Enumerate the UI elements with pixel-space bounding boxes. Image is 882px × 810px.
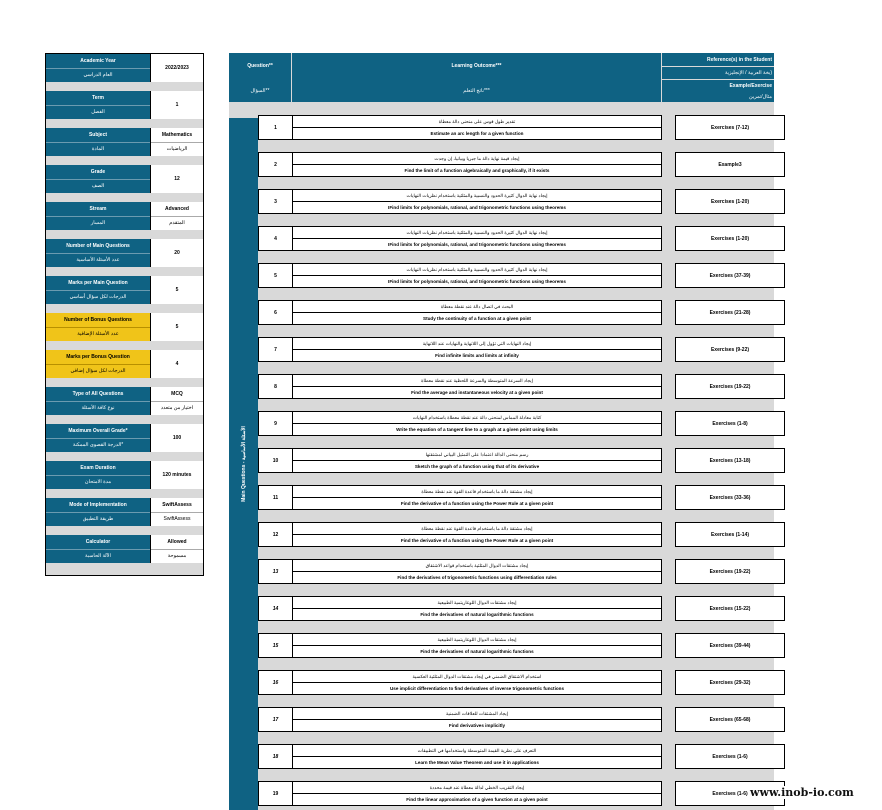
outcome-header-ar: ناتج التعلم*** bbox=[292, 79, 661, 102]
outcome-en: Find infinite limits and limits at infinity bbox=[293, 349, 661, 361]
question-row bbox=[258, 781, 785, 806]
reference-cell: Example3 bbox=[675, 152, 785, 177]
learning-outcome-cell bbox=[293, 596, 662, 621]
outcome-ar: إيجاد السرعة المتوسطة والسرعة اللحظية عند نقطة معطاة bbox=[421, 377, 533, 383]
outcome-en: Find the average and instantaneous velocity at a given point bbox=[293, 386, 661, 398]
outcome-ar: التعرف على نظرية القيمة المتوسطة واستخدامها في التطبيقات bbox=[417, 747, 537, 753]
outcome-en: Find the derivative of a function using the Power Rule at a given point bbox=[293, 497, 661, 509]
outcome-en: Sketch the graph of a function using that of its derivative bbox=[293, 460, 661, 472]
info-value: 2022/2023 bbox=[165, 65, 189, 71]
learning-outcome-cell bbox=[293, 411, 662, 436]
question-number: 16 bbox=[258, 670, 293, 695]
learning-outcome-cell bbox=[293, 707, 662, 732]
info-value-ar: المتقدم bbox=[151, 216, 203, 231]
reference-cell: Exercises (33-36) bbox=[675, 485, 785, 510]
info-label-ar: عدد الأسئلة الإضافية bbox=[46, 328, 150, 342]
question-row bbox=[258, 374, 785, 399]
reference-cell: Exercises (1-6) bbox=[675, 781, 785, 806]
question-number: 19 bbox=[258, 781, 293, 806]
info-value: 4 bbox=[175, 361, 179, 367]
outcome-en: Find the derivatives of trigonometric functions using differentiation rules bbox=[293, 571, 661, 583]
outcome-header: Learning Outcome*** bbox=[292, 53, 661, 79]
outcome-en: IFind limits for polynomials, rational, and trigonometric functions using theorems bbox=[293, 275, 661, 287]
info-label-ar: نوع كافة الأسئلة bbox=[46, 402, 150, 416]
learning-outcome-cell bbox=[293, 263, 662, 288]
info-label-ar: المادة bbox=[46, 143, 150, 157]
example-header-ar: مثال/تمرين bbox=[662, 91, 774, 102]
watermark: www.inob-io.com bbox=[750, 786, 854, 799]
outcome-ar: إيجاد مشتقات الدوال اللوغاريتمية الطبيعية bbox=[437, 636, 517, 642]
reference-header-ar: بخة العربية / الإنجليزية) bbox=[662, 67, 774, 79]
question-number: 4 bbox=[258, 226, 293, 251]
info-value: 5 bbox=[175, 324, 179, 330]
info-label-ar: المسار bbox=[46, 217, 150, 231]
learning-outcome-cell bbox=[293, 744, 662, 769]
outcome-en: Find derivatives implicitly bbox=[293, 719, 661, 731]
question-row bbox=[258, 300, 785, 325]
learning-outcome-cell bbox=[293, 374, 662, 399]
reference-cell: Exercises (37-39) bbox=[675, 263, 785, 288]
reference-cell: Exercises (65-68) bbox=[675, 707, 785, 732]
info-row bbox=[46, 239, 203, 267]
question-row bbox=[258, 337, 785, 362]
info-value: Advanced bbox=[165, 205, 189, 212]
info-label-ar: عدد الأسئلة الأساسية bbox=[46, 254, 150, 268]
outcome-ar: استخدام الاشتقاق الضمني في إيجاد مشتقات الدوال المثلثية العكسية bbox=[412, 673, 542, 679]
info-value: 120 minutes bbox=[162, 472, 192, 478]
info-label: Number of Bonus Questions bbox=[46, 313, 150, 328]
outcome-en: IFind limits for polynomials, rational, and trigonometric functions using theorems bbox=[293, 238, 661, 250]
reference-cell: Exercises (9-22) bbox=[675, 337, 785, 362]
info-label: Term bbox=[46, 91, 150, 106]
outcome-en: Find the derivatives of natural logarithmic functions bbox=[293, 645, 661, 657]
question-number: 15 bbox=[258, 633, 293, 658]
info-value: 100 bbox=[172, 435, 182, 441]
info-row bbox=[46, 54, 203, 82]
learning-outcome-cell bbox=[293, 300, 662, 325]
question-number: 1 bbox=[258, 115, 293, 140]
info-label: Grade bbox=[46, 165, 150, 180]
outcome-ar: إيجاد مشتقة دالة ما باستخدام قاعدة القوة عند نقطة معطاة bbox=[421, 488, 533, 494]
learning-outcome-cell bbox=[293, 670, 662, 695]
question-number: 7 bbox=[258, 337, 293, 362]
info-label: Subject bbox=[46, 128, 150, 143]
question-number: 5 bbox=[258, 263, 293, 288]
reference-cell: Exercises (29-32) bbox=[675, 670, 785, 695]
info-value: Mathematics bbox=[161, 131, 193, 138]
info-value-ar: مسموحة bbox=[151, 549, 203, 564]
reference-cell: Exercises (13-18) bbox=[675, 448, 785, 473]
info-row bbox=[46, 313, 203, 341]
outcome-en: Find the derivatives of natural logarithmic functions bbox=[293, 608, 661, 620]
exam-info-table bbox=[45, 53, 204, 576]
question-number: 14 bbox=[258, 596, 293, 621]
info-value: MCQ bbox=[171, 390, 183, 397]
info-row bbox=[46, 165, 203, 193]
question-number: 3 bbox=[258, 189, 293, 214]
question-number: 17 bbox=[258, 707, 293, 732]
outcome-ar: إيجاد قيمة نهاية دالة ما جبريا وبيانيا، إن وجدت bbox=[434, 155, 520, 161]
info-row bbox=[46, 91, 203, 119]
outcome-en: Study the continuity of a function at a given point bbox=[293, 312, 661, 324]
info-label-ar: مدة الامتحان bbox=[46, 476, 150, 490]
info-value: 1 bbox=[175, 102, 179, 108]
learning-outcome-cell bbox=[293, 781, 662, 806]
question-number: 8 bbox=[258, 374, 293, 399]
question-row bbox=[258, 707, 785, 732]
question-number: 12 bbox=[258, 522, 293, 547]
outcome-ar: كتابة معادلة المماس لمنحنى دالة عند نقطة معطاة باستخدام النهايات bbox=[412, 414, 542, 420]
outcome-ar: البحث في اتصال دالة عند نقطة معطاة bbox=[440, 303, 514, 309]
info-label: Exam Duration bbox=[46, 461, 150, 476]
info-row bbox=[46, 128, 203, 156]
outcome-ar: إيجاد نهاية الدوال كثيرة الحدود والنسبية والمثلثية باستخدام نظريات النهايات bbox=[406, 229, 548, 235]
info-label: Mode of Implementation bbox=[46, 498, 150, 513]
outcome-ar: إيجاد مشتقات الدوال اللوغاريتمية الطبيعية bbox=[437, 599, 517, 605]
question-row bbox=[258, 596, 785, 621]
question-row bbox=[258, 263, 785, 288]
outcome-ar: إيجاد النهايات التي تؤول إلى اللانهاية والنهايات عند اللانهاية bbox=[422, 340, 532, 346]
reference-cell: Exercises (19-22) bbox=[675, 374, 785, 399]
info-label-ar: الصف bbox=[46, 180, 150, 194]
question-number: 9 bbox=[258, 411, 293, 436]
outcome-ar: إيجاد التقريب الخطي لدالة معطاة عند قيمة محددة bbox=[429, 784, 525, 790]
reference-cell: Exercises (21-28) bbox=[675, 300, 785, 325]
info-row bbox=[46, 535, 203, 563]
main-questions-side-label bbox=[229, 118, 258, 810]
outcome-en: Estimate an arc length for a given function bbox=[293, 127, 661, 139]
info-row bbox=[46, 424, 203, 452]
info-value: 12 bbox=[174, 176, 180, 182]
reference-cell: Exercises (7-12) bbox=[675, 115, 785, 140]
info-row bbox=[46, 350, 203, 378]
main-questions-label-text: Main Questions - الأسئلة الأساسية bbox=[240, 426, 247, 502]
example-header: Example/Exercise bbox=[662, 80, 774, 91]
question-row bbox=[258, 744, 785, 769]
reference-cell: Exercises (1-14) bbox=[675, 522, 785, 547]
question-number: 13 bbox=[258, 559, 293, 584]
info-label-ar: الدرجة القصوى الممكنة* bbox=[46, 439, 150, 453]
info-label-ar: الدرجات لكل سؤال إضافي bbox=[46, 365, 150, 379]
question-number: 10 bbox=[258, 448, 293, 473]
outcome-ar: إيجاد نهاية الدوال كثيرة الحدود والنسبية والمثلثية باستخدام نظريات النهايات bbox=[406, 192, 548, 198]
outcome-ar: إيجاد مشتقة دالة ما باستخدام قاعدة القوة عند نقطة معطاة bbox=[421, 525, 533, 531]
info-label: Type of All Questions bbox=[46, 387, 150, 402]
info-value: 5 bbox=[175, 287, 179, 293]
outcome-en: IFind limits for polynomials, rational, and trigonometric functions using theorems bbox=[293, 201, 661, 213]
info-label-ar: الدرجات لكل سؤال أساسي bbox=[46, 291, 150, 305]
info-row bbox=[46, 202, 203, 230]
reference-header: Reference(s) in the Student bbox=[662, 53, 774, 66]
question-row bbox=[258, 559, 785, 584]
info-value: Allowed bbox=[167, 538, 187, 545]
info-label: Stream bbox=[46, 202, 150, 217]
info-value-ar: الرياضيات bbox=[151, 142, 203, 157]
outcome-en: Find the linear approximation of a given function at a given point bbox=[293, 793, 661, 805]
outcome-ar: رسم منحنى الدالة اعتمادا على التمثيل البياني لمشتقتها bbox=[425, 451, 529, 457]
question-row bbox=[258, 633, 785, 658]
info-label: Marks per Main Question bbox=[46, 276, 150, 291]
reference-cell: Exercises (1-20) bbox=[675, 226, 785, 251]
learning-outcome-cell bbox=[293, 226, 662, 251]
learning-outcome-cell bbox=[293, 559, 662, 584]
question-row bbox=[258, 411, 785, 436]
outcome-en: Find the limit of a function algebraically and graphically, if it exists bbox=[293, 164, 661, 176]
outcome-en: Write the equation of a tangent line to a graph at a given point using limits bbox=[293, 423, 661, 435]
learning-outcome-cell bbox=[293, 189, 662, 214]
info-row bbox=[46, 387, 203, 415]
info-label-ar: العام الدراسي bbox=[46, 69, 150, 83]
info-value-ar: SwiftAssess bbox=[151, 512, 203, 527]
question-number: 6 bbox=[258, 300, 293, 325]
question-row bbox=[258, 152, 785, 177]
outcome-ar: إيجاد المشتقات للعلاقات الضمنية bbox=[445, 710, 508, 716]
info-label: Number of Main Questions bbox=[46, 239, 150, 254]
info-label: Maximum Overall Grade* bbox=[46, 424, 150, 439]
question-row bbox=[258, 226, 785, 251]
reference-cell: Exercises (1-8) bbox=[675, 411, 785, 436]
info-row bbox=[46, 498, 203, 526]
learning-outcome-cell bbox=[293, 152, 662, 177]
outcome-ar: تقدير طول قوس على منحنى دالة معطاة bbox=[438, 118, 516, 124]
info-row bbox=[46, 461, 203, 489]
reference-cell: Exercises (19-22) bbox=[675, 559, 785, 584]
learning-outcome-cell bbox=[293, 448, 662, 473]
learning-outcome-cell bbox=[293, 115, 662, 140]
info-label-ar: الفصل bbox=[46, 106, 150, 120]
learning-outcome-cell bbox=[293, 485, 662, 510]
info-label-ar: طريقة التطبيق bbox=[46, 513, 150, 527]
question-row bbox=[258, 189, 785, 214]
info-label: Calculator bbox=[46, 535, 150, 550]
outcome-en: Find the derivative of a function using the Power Rule at a given point bbox=[293, 534, 661, 546]
info-row bbox=[46, 276, 203, 304]
question-row bbox=[258, 485, 785, 510]
info-label: Academic Year bbox=[46, 54, 150, 69]
question-row bbox=[258, 522, 785, 547]
learning-outcome-cell bbox=[293, 633, 662, 658]
question-header: Question** bbox=[229, 53, 291, 79]
outcome-en: Use implicit differentiation to find derivatives of inverse trigonometric functions bbox=[293, 682, 661, 694]
question-row bbox=[258, 670, 785, 695]
question-row bbox=[258, 448, 785, 473]
question-number: 11 bbox=[258, 485, 293, 510]
info-value-ar: اختيار من متعدد bbox=[151, 401, 203, 416]
reference-cell: Exercises (1-6) bbox=[675, 744, 785, 769]
outcome-en: Learn the Mean Value Theorem and use it in applications bbox=[293, 756, 661, 768]
reference-cell: Exercises (39-44) bbox=[675, 633, 785, 658]
learning-outcome-cell bbox=[293, 522, 662, 547]
info-value: SwiftAssess bbox=[162, 501, 192, 508]
reference-cell: Exercises (15-22) bbox=[675, 596, 785, 621]
question-header-ar: السؤال** bbox=[229, 79, 291, 102]
info-value: 20 bbox=[174, 250, 180, 256]
info-label-ar: الآلة الحاسبة bbox=[46, 550, 150, 564]
info-label: Marks per Bonus Question bbox=[46, 350, 150, 365]
question-number: 2 bbox=[258, 152, 293, 177]
outcome-ar: إيجاد مشتقات الدوال المثلثية باستخدام قواعد الاشتقاق bbox=[425, 562, 529, 568]
question-number: 18 bbox=[258, 744, 293, 769]
learning-outcome-cell bbox=[293, 337, 662, 362]
reference-cell: Exercises (1-20) bbox=[675, 189, 785, 214]
question-row bbox=[258, 115, 785, 140]
outcome-ar: إيجاد نهاية الدوال كثيرة الحدود والنسبية والمثلثية باستخدام نظريات النهايات bbox=[406, 266, 548, 272]
